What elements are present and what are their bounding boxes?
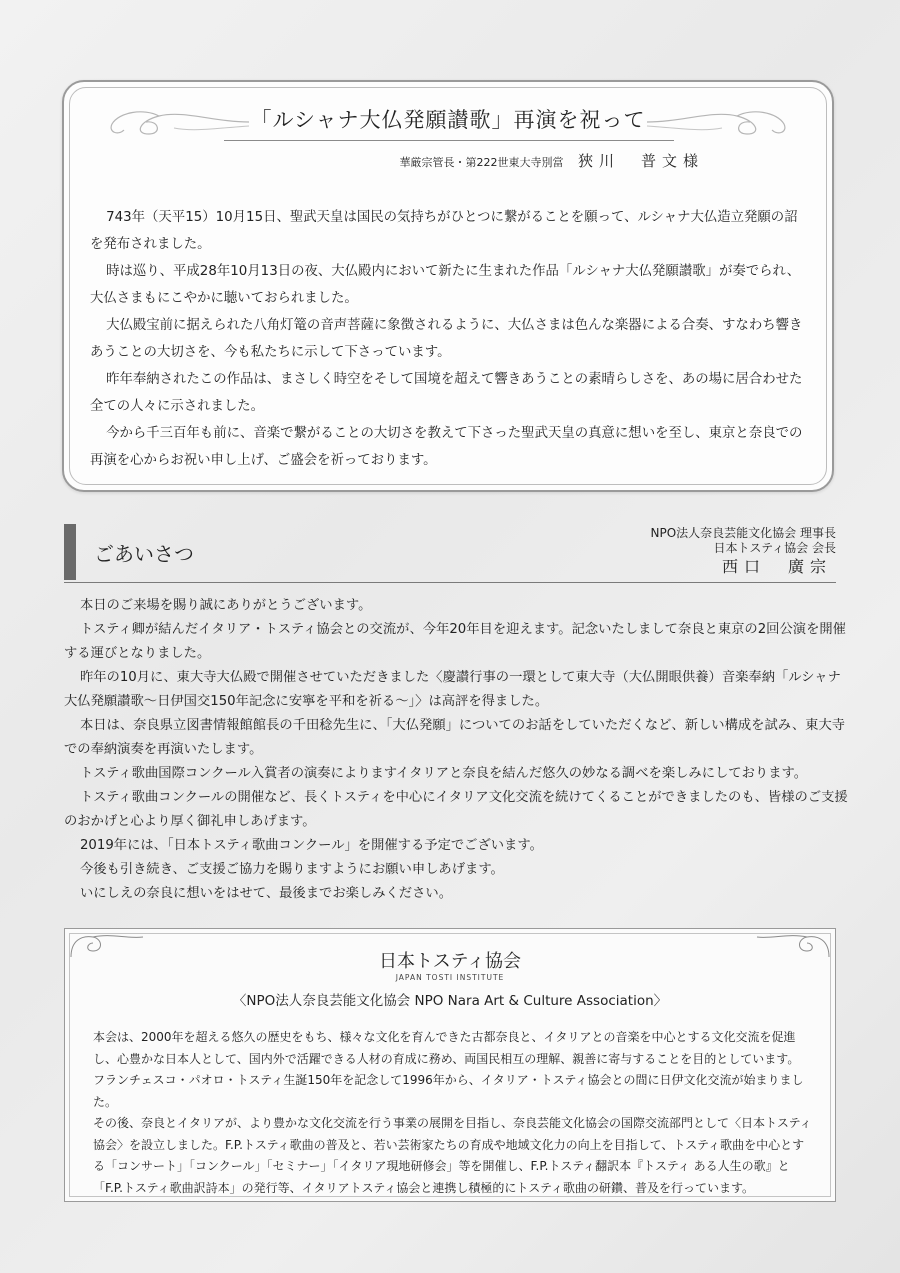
greeting-heading: ごあいさつ bbox=[94, 542, 194, 566]
greeting-divider bbox=[64, 582, 836, 583]
association-paragraph: その後、奈良とイタリアが、より豊かな文化交流を行う事業の展開を目指し、奈良芸能文化協会の国際交流部門として〈日本トスティ協会〉を設立しました。F.P.トスティ歌曲の普及と、若い芸術家たちの育成や地域文化力の向上を目指して、トスティ歌曲を中心とする「コンサート」「コンクール」「セミナー」「イタリア現地研修会」等を開催し、F.P.トスティ翻訳本『トスティ ある人生の歌』と「F.P.トスティ歌曲訳詩本」の発行等、イタリアトスティ協会と連携し積極的にトスティ歌曲の研鑽、普及を行っています。 bbox=[93, 1116, 812, 1195]
greeting-paragraph: いにしえの奈良に想いをはせて、最後までお楽しみください。 bbox=[79, 886, 452, 901]
congratulation-box bbox=[62, 80, 834, 492]
greeting-paragraph: 昨年の10月に、東大寺大仏殿で開催させていただきました〈慶讃行事の一環として東大寺（大仏開眼供養）音楽奉納「ルシャナ大仏発願讃歌〜日伊国交150年記念に安寧を平和を祈る〜」〉は高評を得ました。 bbox=[64, 670, 841, 709]
greeting-paragraph: 2019年には、「日本トスティ歌曲コンクール」を開催する予定でございます。 bbox=[79, 838, 543, 853]
message-body bbox=[90, 204, 808, 474]
association-subtitle: 〈NPO法人奈良芸能文化協会 NPO Nara Art & Culture Association〉 bbox=[232, 993, 668, 1009]
message-author bbox=[400, 150, 704, 171]
signature-name: 西口 廣宗 bbox=[721, 557, 832, 576]
greeting-paragraph: 今後も引き続き、ご支援ご協力を賜りますようにお願い申しあげます。 bbox=[79, 862, 504, 877]
author-role: 華厳宗管長・第222世東大寺別當 bbox=[399, 156, 564, 169]
greeting-paragraph: 本日のご来場を賜り誠にありがとうございます。 bbox=[79, 598, 372, 613]
greeting-paragraph: トスティ歌曲国際コンクール入賞者の演奏によりますイタリアと奈良を結んだ悠久の妙なる調べを楽しみにしております。 bbox=[79, 766, 808, 781]
greeting-paragraph: トスティ卿が結んだイタリア・トスティ協会との交流が、今年20年目を迎えます。記念いたしまして奈良と東京の2回公演を開催する運びとなりました。 bbox=[64, 622, 846, 661]
title-divider bbox=[224, 140, 674, 141]
association-paragraph: フランチェスコ・パオロ・トスティ生誕150年を記念して1996年から、イタリア・トスティ協会との間に日伊文化交流が始まりました。 bbox=[93, 1073, 804, 1109]
message-paragraph: 今から千三百年も前に、音楽で繋がることの大切さを教えて下さった聖武天皇の真意に想いを至し、東京と奈良での再演を心からお祝い申し上げ、ご盛会を祈っております。 bbox=[90, 426, 803, 468]
message-paragraph: 時は巡り、平成28年10月13日の夜、大仏殿内において新たに生まれた作品「ルシャナ大仏発願讃歌」が奏でられ、大仏さまもにこやかに聴いておられました。 bbox=[90, 264, 801, 306]
greeting-paragraph: トスティ歌曲コンクールの開催など、長くトスティを中心にイタリア文化交流を続けてくることができましたのも、皆様のご支援のおかげと心より厚く御礼申しあげます。 bbox=[64, 790, 848, 829]
association-box bbox=[64, 928, 836, 1202]
signature-title-1: NPO法人奈良芸能文化協会 理事長 bbox=[650, 526, 836, 540]
message-paragraph: 743年（天平15）10月15日、聖武天皇は国民の気持ちがひとつに繋がることを願って、ルシャナ大仏造立発願の詔を発布されました。 bbox=[90, 210, 798, 252]
association-name-english: JAPAN TOSTI INSTITUTE bbox=[395, 973, 505, 982]
section-marker bbox=[64, 524, 76, 580]
message-title: 「ルシャナ大仏発願讃歌」再演を祝って bbox=[250, 108, 646, 132]
message-paragraph: 昨年奉納されたこの作品は、まさしく時空をそして国境を超えて響きあうことの素晴らしさを、あの場に居合わせた全ての人々に示されました。 bbox=[90, 372, 803, 414]
greeting-body bbox=[64, 594, 848, 906]
greeting-paragraph: 本日は、奈良県立図書情報館館長の千田稔先生に、「大仏発願」についてのお話をしていただくなど、新しい構成を試み、東大寺での奉納演奏を再演いたします。 bbox=[64, 718, 846, 757]
association-body bbox=[93, 1027, 813, 1199]
message-paragraph: 大仏殿宝前に据えられた八角灯篭の音声菩薩に象徴されるように、大仏さまは色んな楽器による合奏、すなわち響きあうことの大切さを、今も私たちに示して下さっています。 bbox=[90, 318, 803, 360]
author-name: 狹川 普文様 bbox=[577, 152, 704, 170]
greeting-signature bbox=[651, 526, 836, 574]
association-paragraph: 本会は、2000年を超える悠久の歴史をもち、様々な文化を育んできた古都奈良と、イタリアとの音楽を中心とする文化交流を促進し、心豊かな日本人として、国内外で活躍できる人材の育成に務め、両国民相互の理解、親善に寄与することを目的としています。 bbox=[93, 1030, 800, 1066]
association-name: 日本トスティ協会 bbox=[378, 951, 522, 972]
signature-title-2: 日本トスティ協会 会長 bbox=[713, 541, 836, 555]
